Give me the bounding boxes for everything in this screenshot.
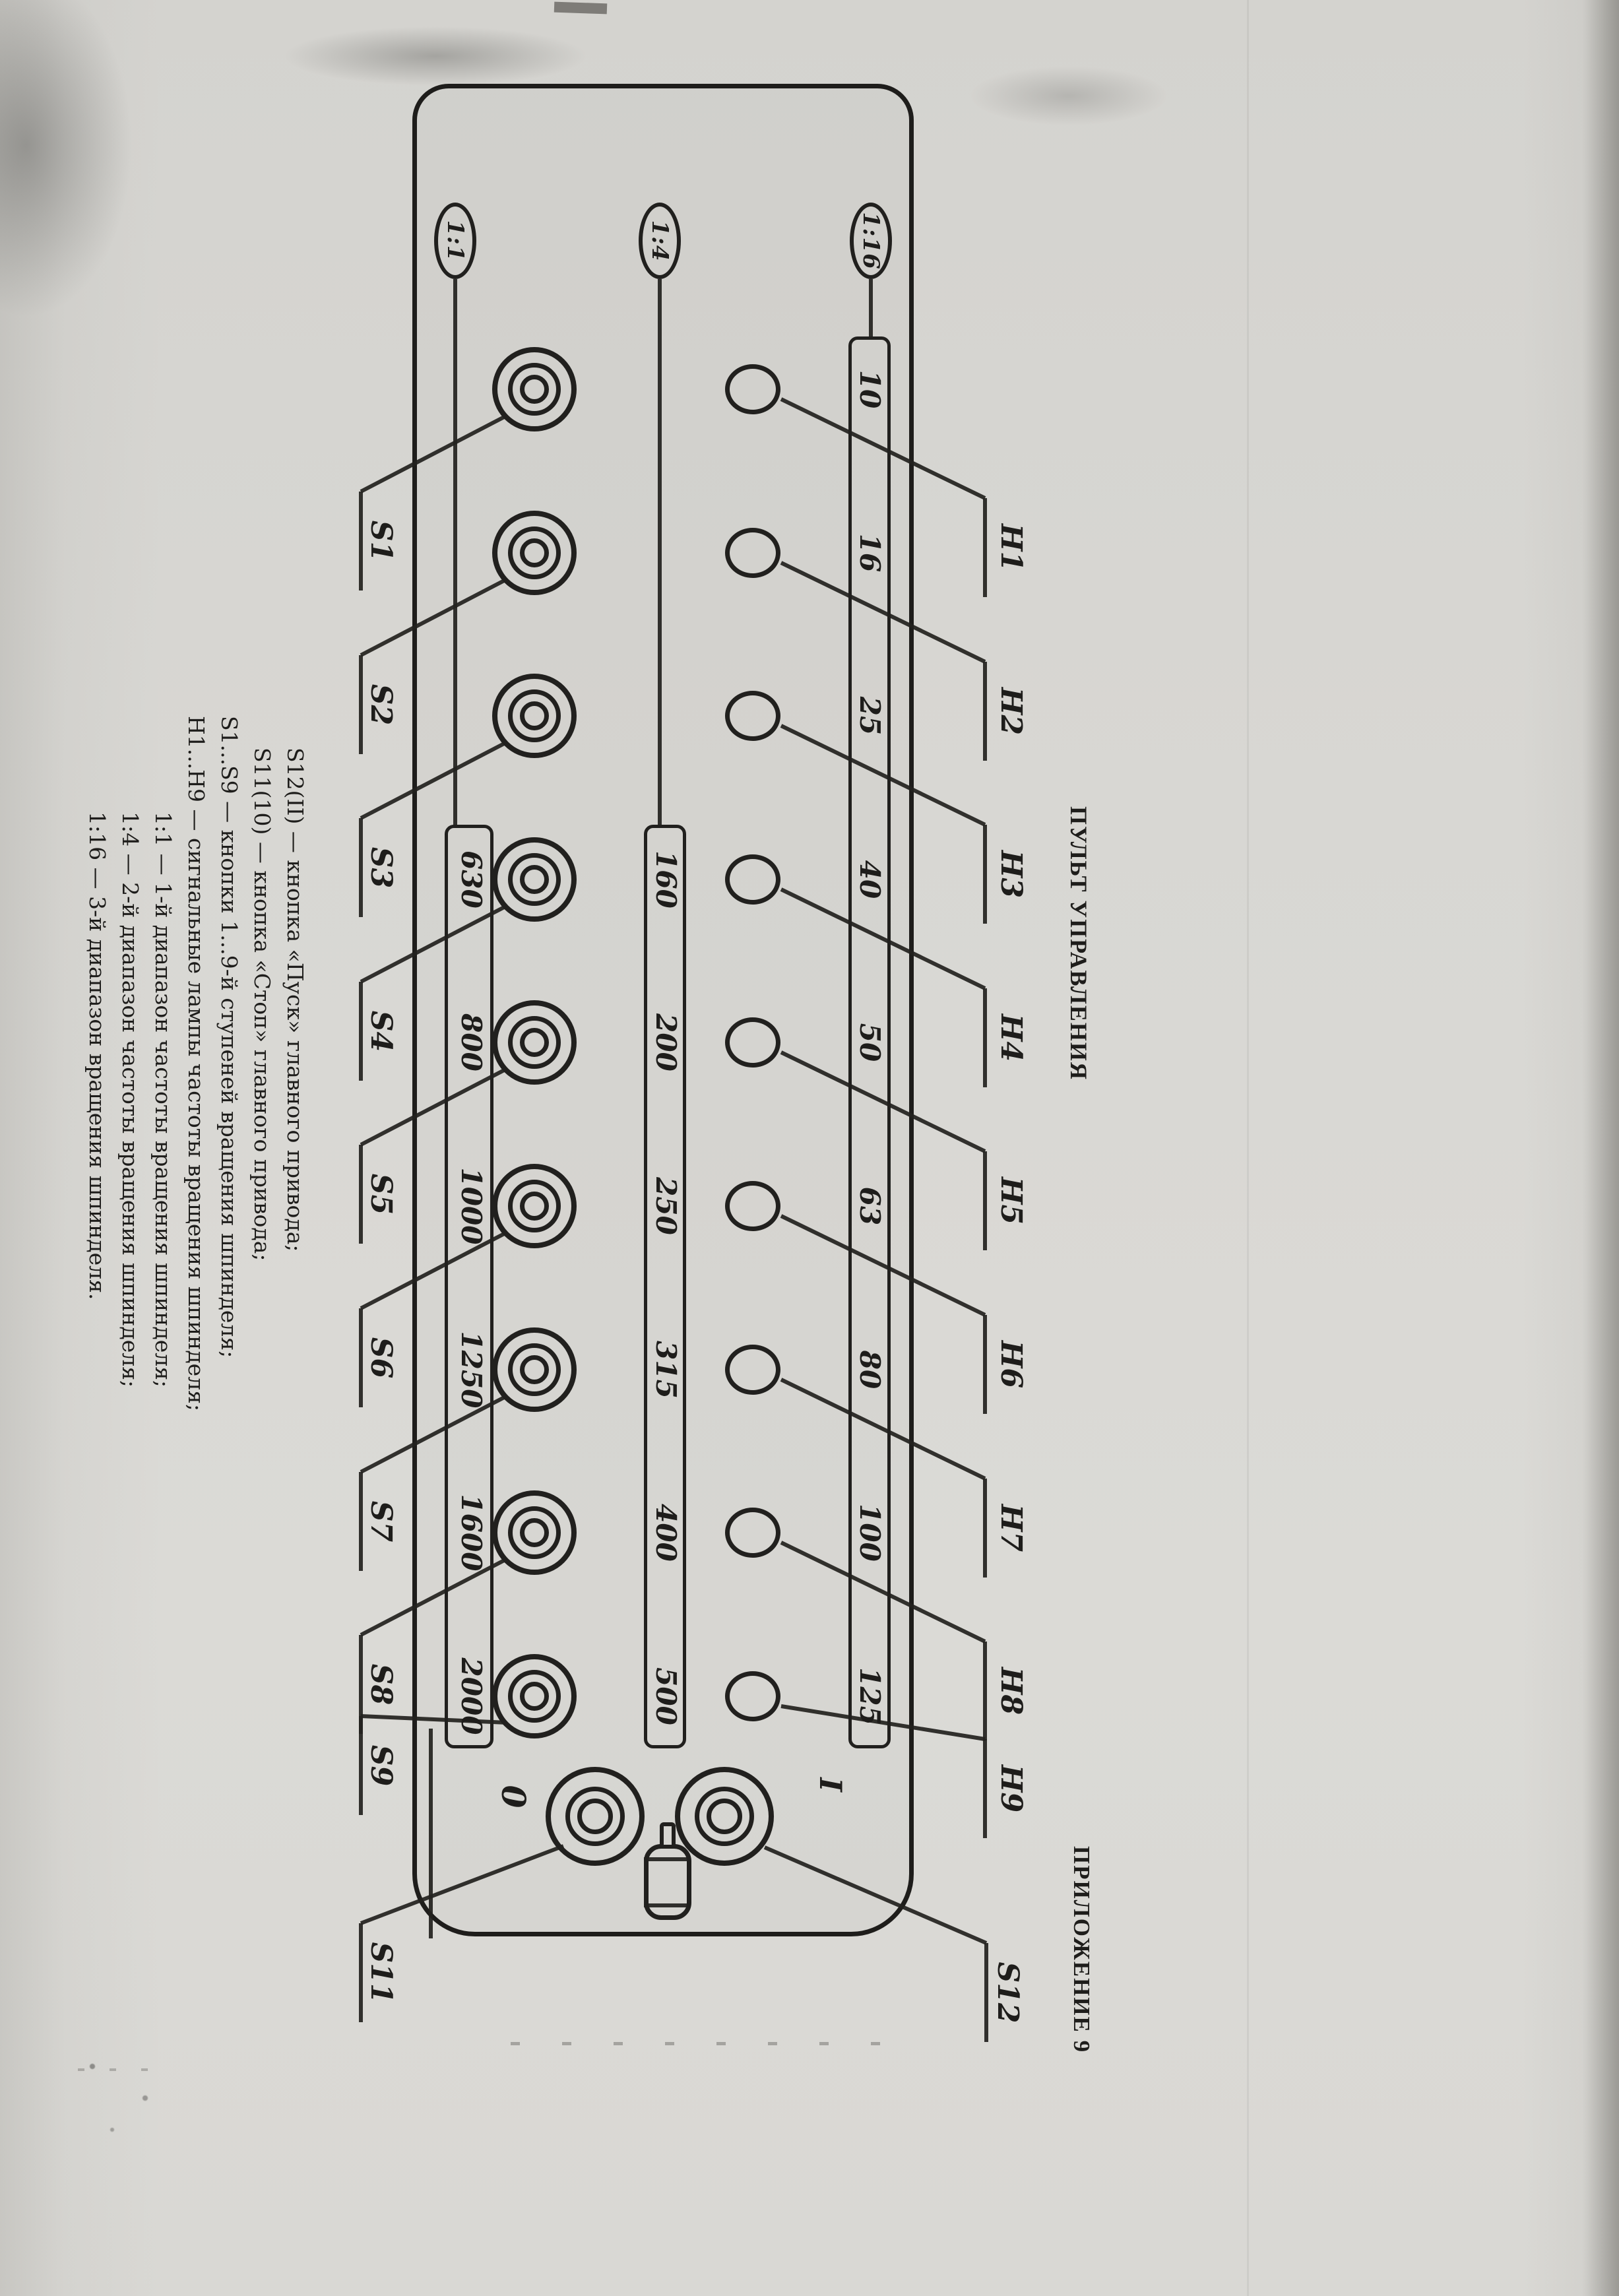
range-indicator-1-16 (850, 203, 892, 279)
range-label: 1:16 (858, 212, 884, 270)
step-button-icon (492, 511, 577, 595)
plug-symbol-nub (660, 1822, 676, 1849)
lamp-icon (725, 854, 780, 905)
range-label: 1:1 (442, 220, 468, 262)
lamp-label: H6 (994, 1340, 1028, 1389)
speed-value: 800 (455, 1013, 488, 1071)
step-button-label: S8 (364, 1663, 398, 1706)
step-button-icon (492, 1000, 577, 1085)
speed-value: 25 (854, 696, 886, 736)
speed-value: 100 (854, 1504, 886, 1562)
range-indicator-1-4 (639, 203, 681, 279)
lamp-label: H2 (994, 687, 1028, 736)
lamp-label: H3 (994, 850, 1028, 899)
speed-value: 80 (854, 1350, 886, 1389)
lamp-label: H1 (994, 523, 1028, 572)
legend-line: 1:4 — 2-й диапазон частоты вращения шпинделя; (117, 812, 143, 1388)
step-button-label: S5 (364, 1173, 398, 1215)
speed-value: 50 (854, 1023, 886, 1062)
speed-value: 125 (854, 1667, 886, 1725)
stop-glyph: 0 (494, 1785, 533, 1808)
lamp-icon (725, 1671, 780, 1721)
scan-noise-speckles (69, 2068, 148, 2071)
lamp-label: H5 (994, 1176, 1028, 1225)
step-button-label: S4 (364, 1010, 398, 1052)
speed-value: 40 (854, 860, 886, 899)
step-button-icon (492, 347, 577, 431)
step-button-icon (492, 1654, 577, 1738)
lamp-label: H8 (994, 1667, 1028, 1715)
start-glyph: I (813, 1777, 848, 1792)
lamp-icon (725, 1508, 780, 1558)
page-title: ПУЛЬТ УПРАВЛЕНИЯ (1065, 806, 1092, 1081)
speed-value: 2000 (455, 1657, 488, 1735)
legend-line: S1...S9 — кнопки 1...9-й ступеней вращения шпинделя; (216, 716, 242, 1358)
range-label: 1:4 (647, 220, 673, 262)
step-button-label: S2 (364, 684, 398, 726)
speed-value: 630 (455, 850, 488, 909)
lamp-icon (725, 1181, 780, 1231)
lamp-icon (725, 528, 780, 578)
speed-strip-range-1-1 (445, 825, 493, 1748)
range-indicator-1-1 (434, 203, 476, 279)
speed-value: 200 (650, 1013, 682, 1071)
step-button-label: S3 (364, 846, 398, 889)
lamp-label: H7 (994, 1504, 1028, 1552)
start-button-icon (675, 1767, 774, 1866)
step-button-icon (492, 1327, 577, 1412)
speed-value: 10 (854, 369, 886, 409)
step-button-icon (492, 674, 577, 758)
speed-value: 160 (650, 850, 682, 909)
step-button-label: S7 (364, 1500, 398, 1543)
speed-value: 63 (854, 1186, 886, 1226)
step-button-label: S6 (364, 1337, 398, 1379)
speed-value: 1600 (455, 1494, 488, 1572)
speed-value: 1250 (455, 1331, 488, 1409)
lamp-label: H9 (994, 1764, 1028, 1813)
speed-value: 250 (650, 1177, 682, 1235)
speed-value: 16 (854, 533, 886, 573)
speed-value: 315 (650, 1341, 682, 1399)
legend-line: 1:16 — 3-й диапазон вращения шпинделя. (84, 812, 110, 1300)
stop-button-label: S11 (364, 1942, 398, 2004)
legend-line: H1...H9 — сигнальные лампы частоты вращения шпинделя; (183, 716, 209, 1412)
legend-line: S12(II) — кнопка «Пуск» главного привода; (282, 748, 308, 1252)
step-button-icon (492, 1164, 577, 1248)
lamp-icon (725, 1345, 780, 1395)
lamp-icon (725, 1017, 780, 1068)
lamp-icon (725, 691, 780, 741)
step-button-icon (492, 1490, 577, 1575)
plug-symbol-icon (644, 1844, 691, 1920)
step-button-label: S9 (364, 1744, 398, 1787)
speed-value: 400 (650, 1504, 682, 1562)
step-button-icon (492, 837, 577, 922)
step-button-label: S1 (364, 520, 398, 562)
speed-value: 1000 (455, 1167, 488, 1245)
speed-value: 500 (650, 1667, 682, 1725)
start-button-label: S12 (991, 1961, 1025, 2024)
legend-line: 1:1 — 1-й диапазон частоты вращения шпинделя; (150, 812, 176, 1388)
lamp-icon (725, 364, 780, 414)
scan-noise-speckles (511, 2042, 880, 2045)
appendix-label: ПРИЛОЖЕНИЕ 9 (1069, 1845, 1095, 2054)
lamp-label: H4 (994, 1013, 1028, 1062)
legend-line: S11(10) — кнопка «Стоп» главного привода; (249, 748, 275, 1261)
stop-button-icon (546, 1767, 645, 1866)
speed-strip-range-1-4 (644, 825, 686, 1748)
